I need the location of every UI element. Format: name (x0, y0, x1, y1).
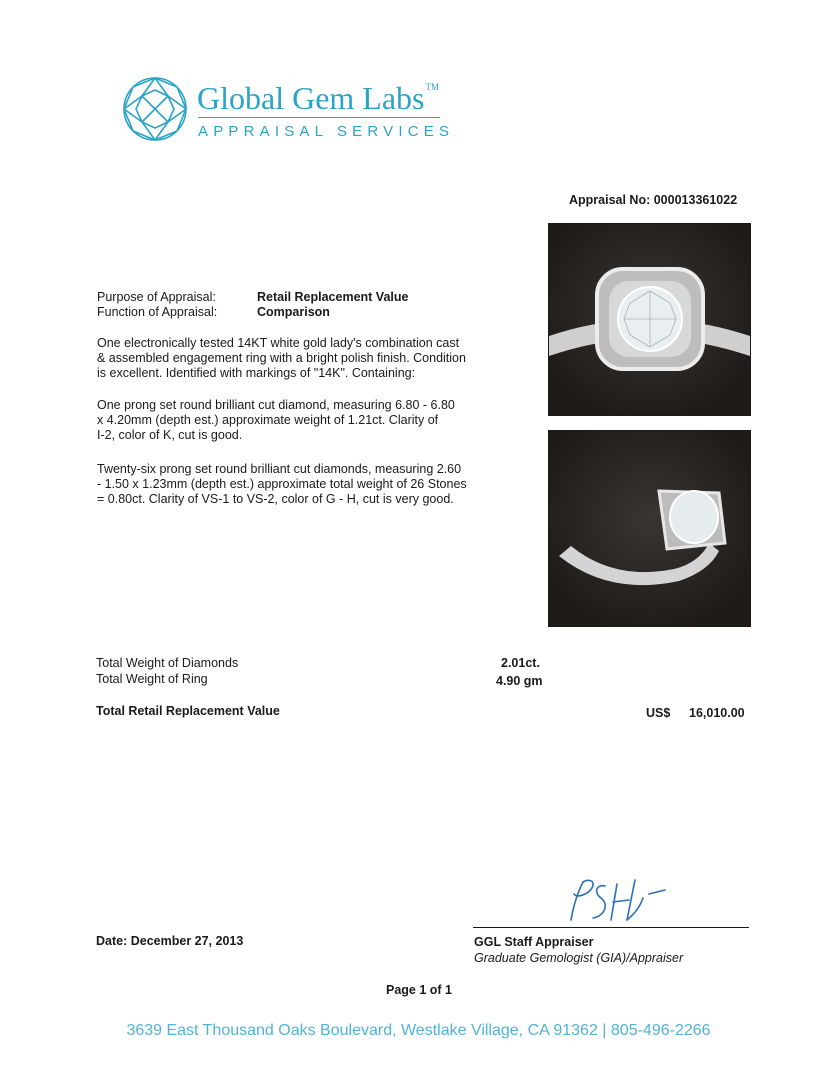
ring-photo-top (548, 223, 751, 416)
brand-subtitle: APPRAISAL SERVICES (198, 123, 455, 140)
function-value: Comparison (257, 305, 330, 319)
appraisal-number: Appraisal No: 000013361022 (569, 193, 738, 207)
brand-divider (198, 117, 440, 118)
purpose-value: Retail Replacement Value (257, 290, 409, 304)
total-weight-ring-value: 4.90 gm (496, 674, 543, 688)
total-weight-ring-label: Total Weight of Ring (96, 672, 208, 686)
description-line: - 1.50 x 1.23mm (depth est.) approximate total weight of 26 Stones (97, 477, 467, 491)
page-number: Page 1 of 1 (386, 983, 452, 997)
appraiser-name: GGL Staff Appraiser (474, 935, 594, 949)
description-line: I-2, color of K, cut is good. (97, 428, 243, 442)
total-retail-currency: US$ (646, 706, 671, 720)
appraiser-title: Graduate Gemologist (GIA)/Appraiser (474, 951, 684, 965)
purpose-label: Purpose of Appraisal: (97, 290, 216, 304)
description-line: Twenty-six prong set round brilliant cut diamonds, measuring 2.60 (97, 462, 462, 476)
footer-address: 3639 East Thousand Oaks Boulevard, Westlake Village, CA 91362 | 805-496-2266 (126, 1022, 711, 1039)
function-label: Function of Appraisal: (97, 305, 218, 319)
total-retail-value-label: Total Retail Replacement Value (96, 704, 280, 718)
gem-logo-icon (122, 76, 188, 142)
total-retail-value: 16,010.00 (689, 706, 745, 720)
center-stone-description (97, 398, 517, 443)
brand-name: Global Gem Labs™ (197, 80, 439, 116)
ring-photo-side (548, 430, 751, 627)
description-line: One prong set round brilliant cut diamond, measuring 6.80 - 6.80 (97, 398, 455, 412)
ring-description (97, 336, 517, 381)
description-line: is excellent. Identified with markings of "14K". Containing: (97, 366, 416, 380)
description-line: x 4.20mm (depth est.) approximate weight of 1.21ct. Clarity of (97, 413, 439, 427)
appraisal-date: Date: December 27, 2013 (96, 934, 244, 948)
signature-line (473, 927, 749, 928)
total-weight-diamonds-value: 2.01ct. (501, 656, 540, 670)
total-weight-diamonds-label: Total Weight of Diamonds (96, 656, 239, 670)
side-stones-description (97, 462, 517, 507)
description-line: One electronically tested 14KT white gold lady's combination cast (97, 336, 460, 350)
trademark-mark: TM (425, 82, 439, 92)
signature-icon (565, 872, 675, 926)
description-line: = 0.80ct. Clarity of VS-1 to VS-2, color of G - H, cut is very good. (97, 492, 454, 506)
description-line: & assembled engagement ring with a bright polish finish. Condition (97, 351, 466, 365)
